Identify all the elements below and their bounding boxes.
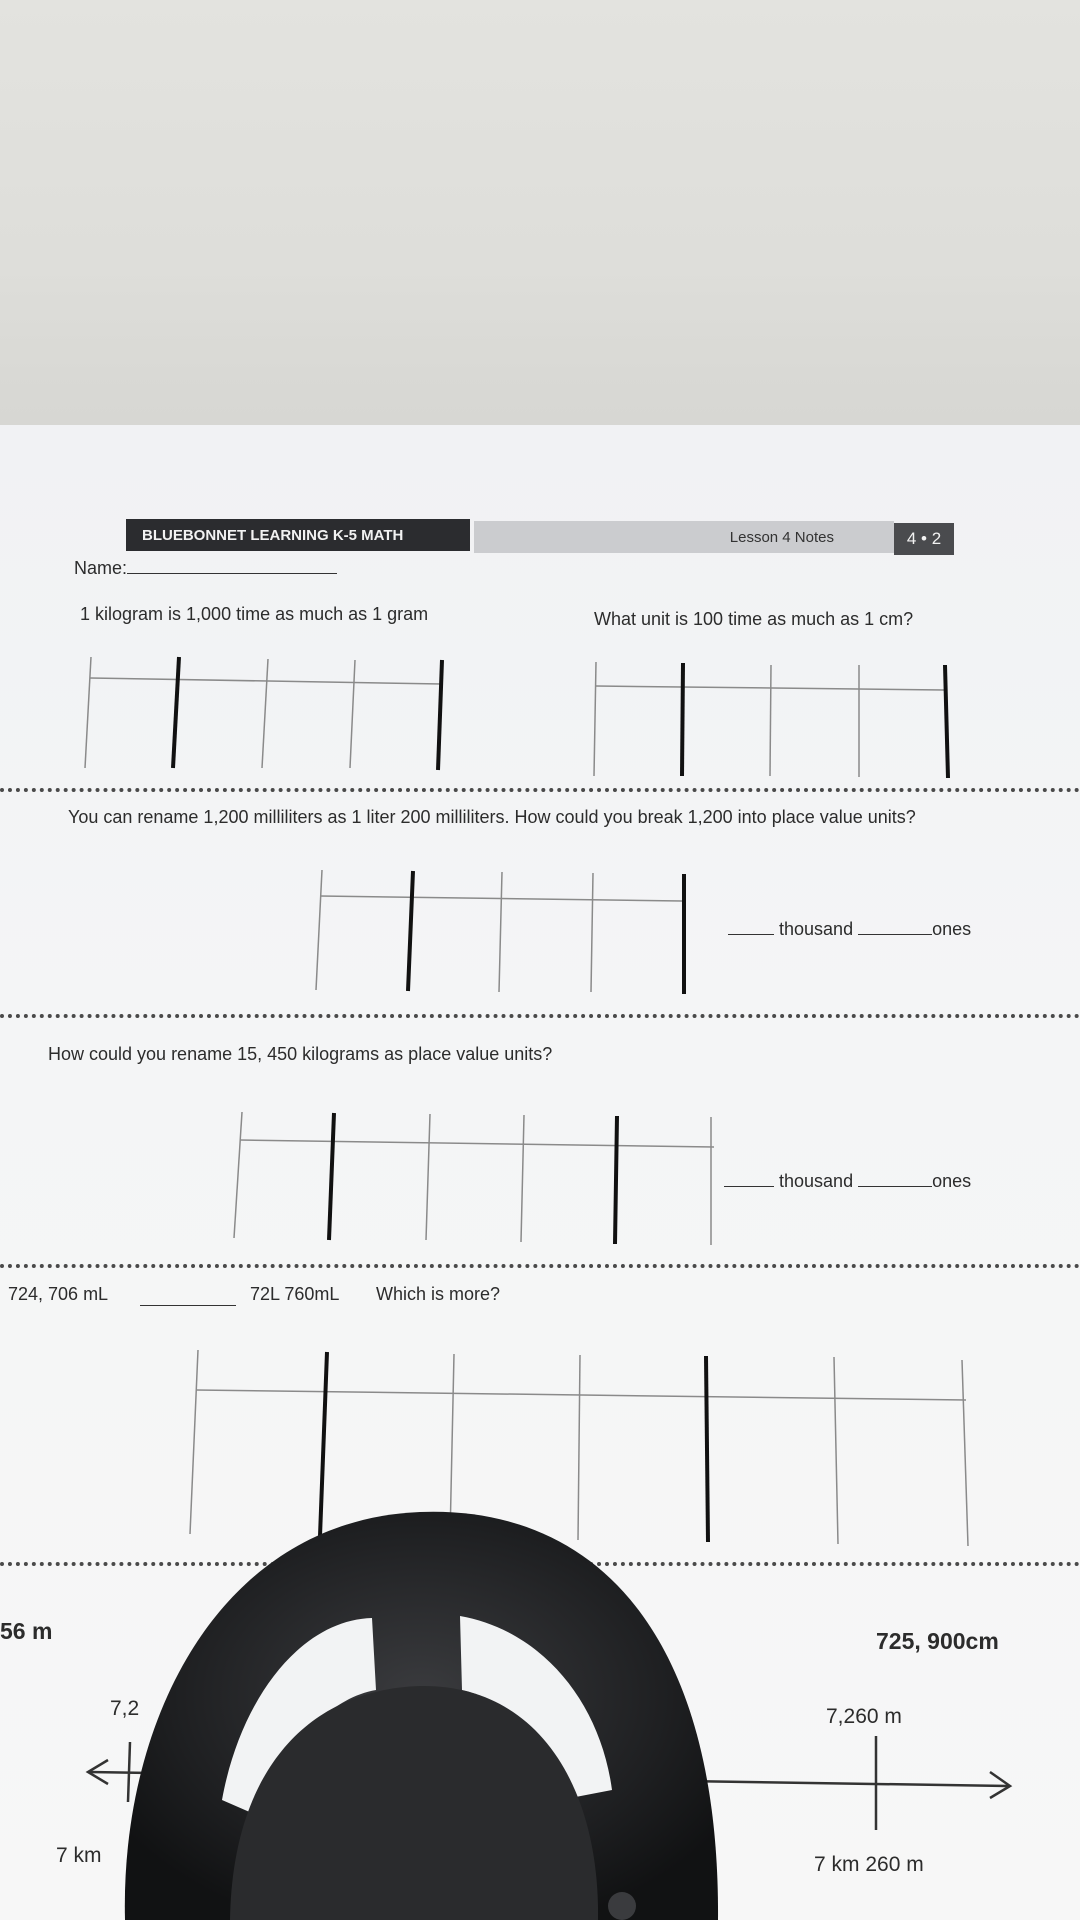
lesson-title: Lesson 4 Notes — [474, 521, 894, 553]
lesson-badge: 4 • 2 — [894, 523, 954, 555]
problem4-right-value: 72L 760mL — [250, 1284, 340, 1304]
problem5-right-value: 725, 900cm — [876, 1628, 999, 1654]
problem1-right-text: What unit is 100 time as much as 1 cm? — [594, 609, 914, 629]
thousand-label: thousand — [779, 919, 854, 939]
problem4-question: Which is more? — [376, 1284, 501, 1304]
problem1-left-text: 1 kilogram is 1,000 time as much as 1 gram — [80, 604, 429, 624]
problem5-left-value: 56 m — [0, 1618, 53, 1644]
numberline-right-bottom-label: 7 km 260 m — [814, 1853, 924, 1876]
problem3-prompt: How could you rename 15, 450 kilograms as place value units? — [48, 1044, 553, 1064]
numberline-left-bottom-label: 7 km — [56, 1844, 102, 1867]
problem2-prompt: You can rename 1,200 milliliters as 1 liter 200 milliliters. How could you break 1,200 into place value units? — [68, 807, 916, 827]
numberline-left-top-label: 7,2 — [110, 1697, 140, 1720]
thousand-label: thousand — [779, 1171, 854, 1191]
problem4-left-value: 724, 706 mL — [8, 1284, 109, 1304]
numberline-right-top-label: 7,260 m — [826, 1705, 902, 1728]
ones-label: ones — [932, 919, 972, 939]
program-title: BLUEBONNET LEARNING K-5 MATH — [126, 519, 470, 551]
name-label: Name: — [74, 558, 337, 579]
ones-label: ones — [932, 1171, 972, 1191]
